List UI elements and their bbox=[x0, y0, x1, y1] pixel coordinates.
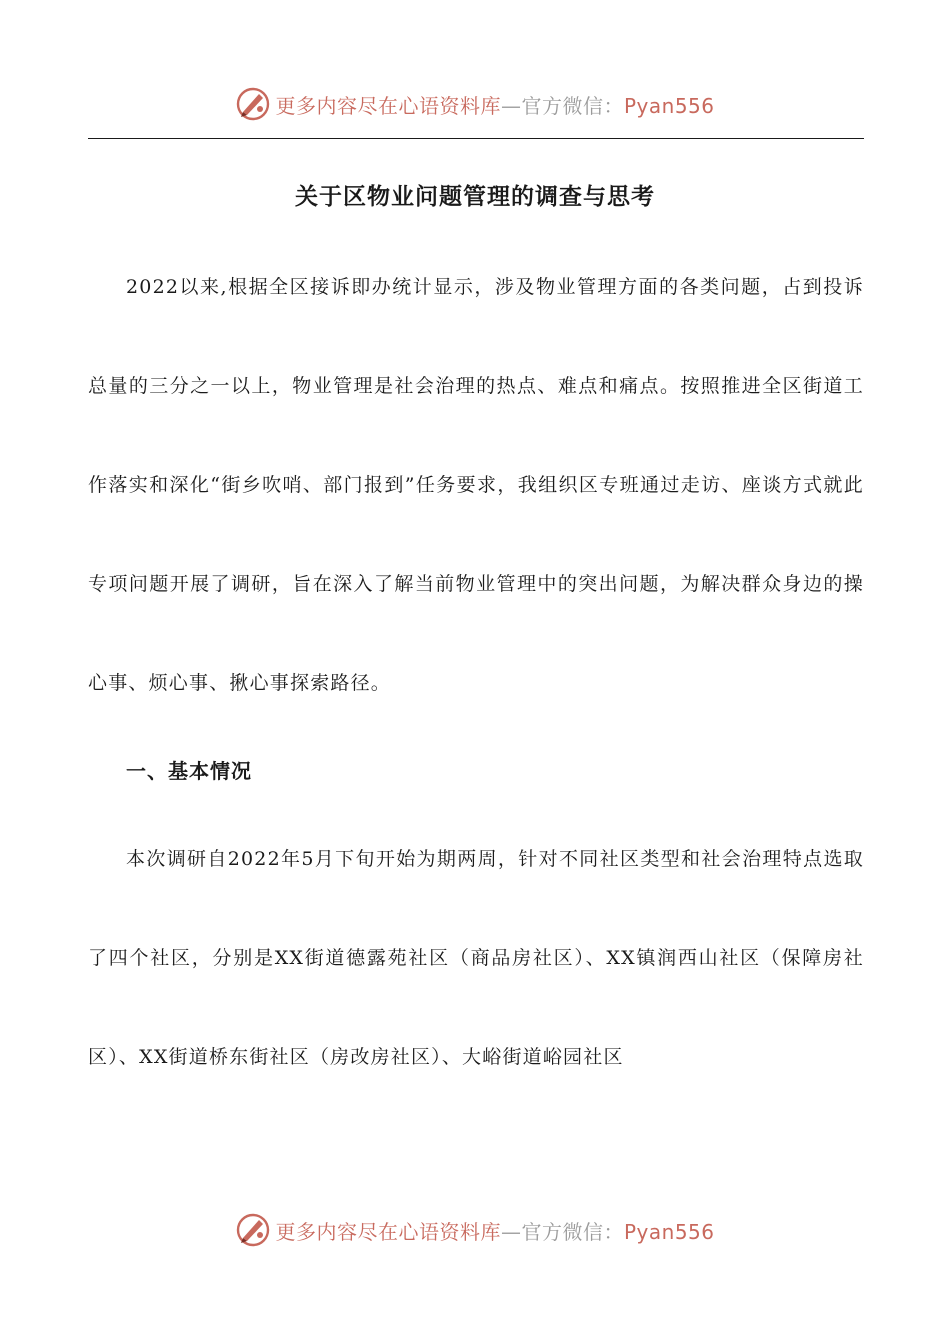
watermark-wechat-label: 官方微信： bbox=[521, 93, 624, 118]
document-title: 关于区物业问题管理的调查与思考 bbox=[295, 183, 655, 210]
watermark-dash: — bbox=[500, 93, 522, 118]
basic-situation-paragraph: 本次调研自2022年5月下旬开始为期两周，针对不同社区类型和社会治理特点选取了四个社区，分别是XX街道德露苑社区（商品房社区）、XX镇润西山社区（保障房社区）、XX街道桥东街社区（房改房社区）、大峪街道峪园社区 bbox=[88, 848, 864, 1068]
watermark-dash: — bbox=[500, 1219, 522, 1244]
header-divider bbox=[88, 138, 864, 139]
header-watermark bbox=[0, 82, 950, 126]
section-heading-basic-situation: 一、基本情况 bbox=[126, 759, 252, 783]
intro-paragraph: 2022以来,根据全区接诉即办统计显示，涉及物业管理方面的各类问题，占到投诉总量的三分之一以上，物业管理是社会治理的热点、难点和痛点。按照推进全区街道工作落实和深化“街乡吹哨、部门报到”任务要求，我组织区专班通过走访、座谈方式就此专项问题开展了调研，旨在深入了解当前物业管理中的突出问题，为解决群众身边的操心事、烦心事、揪心事探索路径。 bbox=[88, 276, 864, 694]
watermark-site-name: 更多内容尽在心语资料库 bbox=[275, 1219, 501, 1244]
watermark-wechat-id: Pyan556 bbox=[623, 1219, 715, 1244]
watermark-site-name: 更多内容尽在心语资料库 bbox=[275, 93, 501, 118]
watermark-wechat-label: 官方微信： bbox=[521, 1219, 624, 1244]
watermark-wechat-id: Pyan556 bbox=[623, 93, 715, 118]
footer-watermark bbox=[0, 1208, 950, 1252]
pen-logo-icon bbox=[235, 1212, 271, 1248]
pen-logo-icon bbox=[235, 86, 271, 122]
